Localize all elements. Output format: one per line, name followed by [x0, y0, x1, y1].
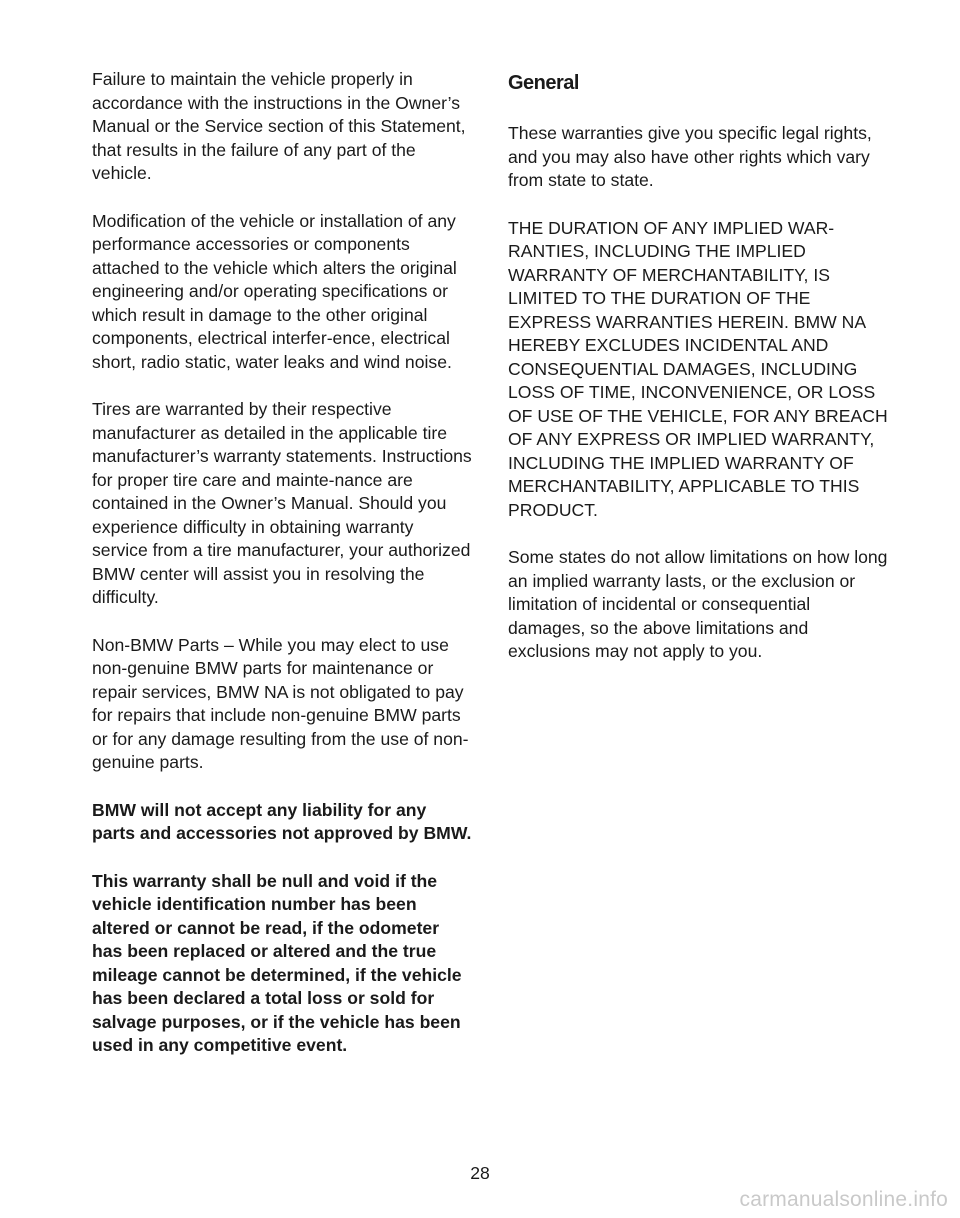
- paragraph-modification: Modification of the vehicle or installation of any performance accessories or components attached to the vehicle which alters the original engineering and/or operating specifications or which result in damage to the other original components, electrical interfer-ence, electrical short, radio static, water leaks and wind noise.: [92, 210, 457, 372]
- paragraph-null-and-void: This warranty shall be null and void if the vehicle identification number has been altered or cannot be read, if the odometer has been replaced or altered and the true mileage cannot be determined, if the vehicle has been declared a total loss or sold for salvage purposes, or if the vehicle has been used in any competitive event.: [92, 870, 462, 1055]
- paragraph-state-limitations: Some states do not allow limitations on how long an implied warranty lasts, or the exclusion or limitation of incidental or consequential damages, so the above limitations and exclusions may not apply to you.: [508, 547, 888, 661]
- section-heading-general: General: [508, 72, 579, 94]
- paragraph-non-bmw-parts: Non-BMW Parts – While you may elect to use non-genuine BMW parts for maintenance or repair services, BMW NA is not obligated to pay for repairs that include non-genuine BMW parts or for any damage resulting from the use of non-genuine parts.: [92, 634, 469, 772]
- paragraph-maintenance-failure: Failure to maintain the vehicle properly in accordance with the instructions in the Owner’s Manual or the Service section of this Statement, that results in the failure of any part of the vehicle.: [92, 69, 466, 183]
- paragraph-implied-warranties: THE DURATION OF ANY IMPLIED WAR-RANTIES, INCLUDING THE IMPLIED WARRANTY OF MERCHANTABILITY, IS LIMITED TO THE DURATION OF THE EXPRESS WARRANTIES HEREIN. BMW NA HEREBY EXCLUDES INCIDENTAL AND CONSEQUENTIAL DAMAGES, INCLUDING LOSS OF TIME, INCONVENIENCE, OR LOSS OF USE OF THE VEHICLE, FOR ANY BREACH OF ANY EXPRESS OR IMPLIED WARRANTY, INCLUDING THE IMPLIED WARRANTY OF MERCHANTABILITY, APPLICABLE TO THIS PRODUCT.: [508, 217, 888, 520]
- paragraph-liability: BMW will not accept any liability for any parts and accessories not approved by BMW.: [92, 799, 472, 843]
- page-number: 28: [470, 1163, 490, 1183]
- watermark-text: carmanualsonline.info: [739, 1188, 948, 1211]
- right-column: [508, 68, 890, 688]
- paragraph-legal-rights: These warranties give you specific legal rights, and you may also have other rights which vary from state to state.: [508, 123, 872, 190]
- paragraph-tires: Tires are warranted by their respective manufacturer as detailed in the applicable tire manufacturer’s warranty statements. Instructions for proper tire care and mainte-nance are contained in the Owner’s Manual. Should you experience difficulty in obtaining warranty service from a tire manufacturer, your authorized BMW center will assist you in resolving the difficulty.: [92, 399, 472, 607]
- left-column: [92, 68, 474, 1082]
